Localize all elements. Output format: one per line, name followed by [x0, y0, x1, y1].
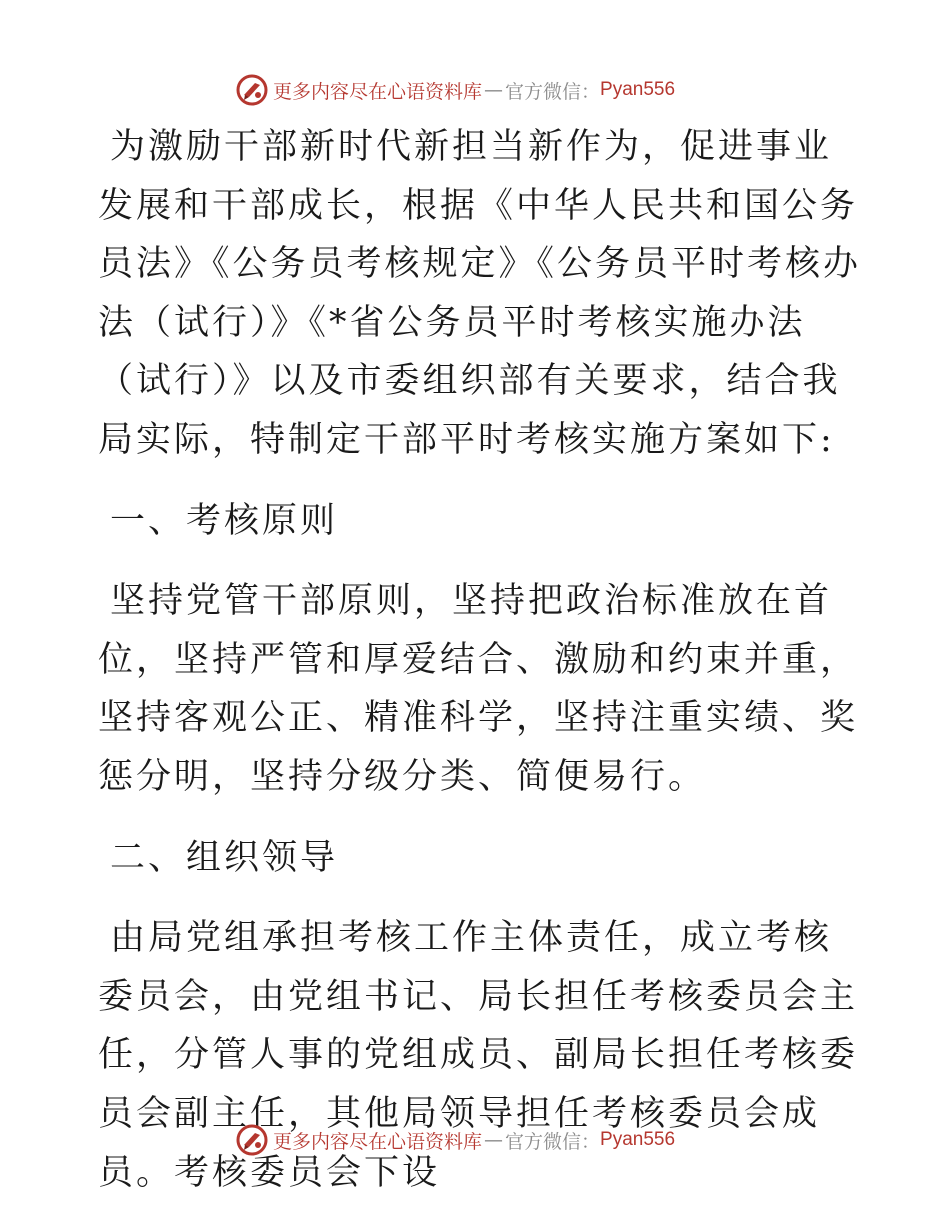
watermark-site-text: 更多内容尽在心语资料库	[273, 80, 483, 103]
section-heading-leadership: 二、组织领导	[110, 837, 339, 878]
seal-logo-icon	[235, 73, 269, 107]
spacer	[98, 887, 868, 909]
spacer	[98, 807, 868, 829]
paragraph-principles: 坚持党管干部原则，坚持把政治标准放在首位，坚持严管和厚爱结合、激励和约束并重，坚持客观公正、精准科学，坚持注重实绩、奖惩分明，坚持分级分类、简便易行。	[98, 581, 859, 797]
paragraph-intro: 为激励干部新时代新担当新作为，促进事业发展和干部成长，根据《中华人民共和国公务员法》《公务员考核规定》《公务员平时考核办法（试行）》《*省公务员平时考核实施办法（试行）》以及市委组织部有关要求，结合我局实际，特制定干部平时考核实施方案如下:	[98, 127, 862, 460]
watermark-wechat-label: 官方微信：	[505, 1130, 601, 1153]
watermark-wechat-label: 官方微信：	[505, 80, 601, 103]
seal-logo-icon	[235, 1123, 269, 1157]
watermark-wechat-id: Pyan556	[600, 79, 676, 100]
footer-watermark	[235, 1122, 675, 1158]
header-watermark	[235, 72, 675, 108]
paragraph-leadership: 由局党组承担考核工作主体责任，成立考核委员会，由党组书记、局长担任考核委员会主任，分管人事的党组成员、副局长担任考核委员会副主任，其他局领导担任考核委员会成员。考核委员会下设	[98, 918, 859, 1193]
document-body	[98, 118, 868, 1202]
watermark-dash: —	[484, 79, 504, 101]
watermark-site-text: 更多内容尽在心语资料库	[273, 1130, 483, 1153]
spacer	[98, 470, 868, 492]
watermark-wechat-id: Pyan556	[600, 1129, 676, 1150]
spacer	[98, 550, 868, 572]
section-heading-principles: 一、考核原则	[110, 500, 339, 541]
watermark-dash: —	[484, 1129, 504, 1151]
